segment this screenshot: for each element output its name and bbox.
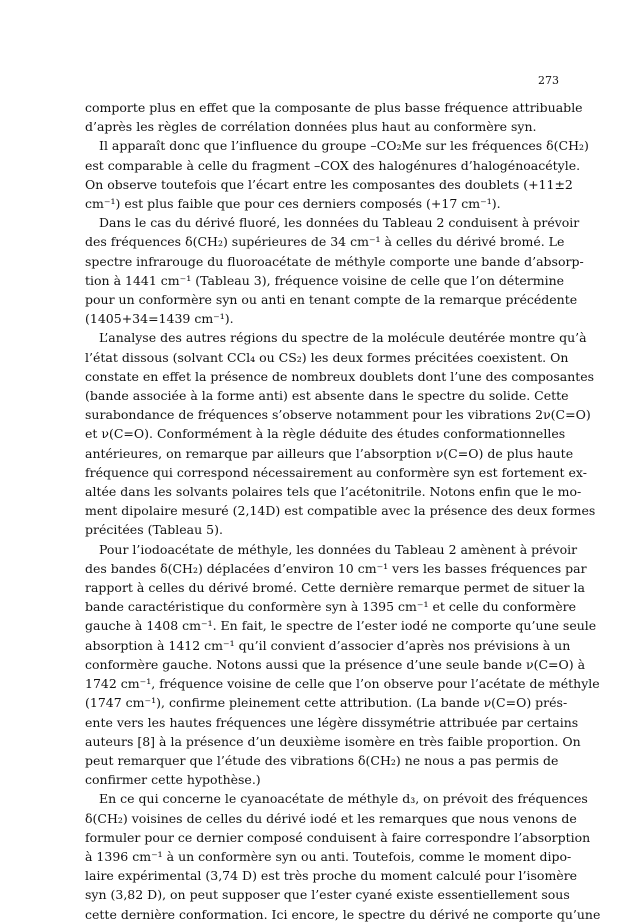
text-line: constate en effet la présence de nombreux doublets dont l’une des composantes (85, 368, 595, 384)
text-line: spectre infrarouge du fluoroacétate de méthyle comporte une bande d’absorp- (85, 253, 584, 269)
text-line: pour un conformère syn ou anti en tenant compte de la remarque précédente (85, 292, 578, 308)
text-line: cette dernière conformation. Ici encore, le spectre du dérivé ne comporte qu’une (85, 906, 601, 922)
text-line: l’état dissous (solvant CCl₄ ou CS₂) les deux formes précitées coexistent. On (85, 349, 569, 365)
text-line: δ(CH₂) voisines de celles du dérivé iodé et les remarques que nous venons de (85, 810, 577, 826)
text-line: conformère gauche. Notons aussi que la présence d’une seule bande ν(C=O) à (85, 656, 586, 672)
text-line: des fréquences δ(CH₂) supérieures de 34 cm⁻¹ à celles du dérivé bromé. Le (85, 234, 565, 250)
text-line: Il apparaît donc que l’influence du groupe –CO₂Me sur les fréquences δ(CH₂) (99, 138, 589, 154)
paragraph (85, 136, 589, 213)
text-line: ment dipolaire mesuré (2,14D) est compatible avec la présence des deux formes (85, 503, 596, 519)
paragraph (85, 328, 596, 539)
text-line: tion à 1441 cm⁻¹ (Tableau 3), fréquence voisine de celle que l’on détermine (85, 272, 565, 288)
text-line: Dans le cas du dérivé fluoré, les données du Tableau 2 conduisent à prévoir (99, 215, 580, 231)
text-line: En ce qui concerne le cyanoacétate de méthyle d₃, on prévoit des fréquences (99, 791, 588, 807)
paragraph (85, 213, 584, 328)
text-line: d’après les règles de corrélation données plus haut au conformère syn. (85, 119, 537, 135)
page-number: 273 (538, 74, 559, 87)
text-line: altée dans les solvants polaires tels que l’acétonitrile. Notons enfin que le mo- (85, 484, 582, 500)
paragraph (85, 540, 600, 790)
text-line: absorption à 1412 cm⁻¹ qu’il convient d’associer d’après nos prévisions à un (85, 637, 571, 653)
text-line: laire expérimental (3,74 D) est très proche du moment calculé pour l’isomère (85, 868, 578, 884)
text-line: 1742 cm⁻¹, fréquence voisine de celle que l’on observe pour l’acétate de méthyle (85, 676, 600, 692)
text-line: Pour l’iodoacétate de méthyle, les données du Tableau 2 amènent à prévoir (99, 541, 578, 557)
text-line: peut remarquer que l’étude des vibrations δ(CH₂) ne nous a pas permis de (85, 752, 559, 768)
text-line: bande caractéristique du conformère syn à 1395 cm⁻¹ et celle du conformère (85, 599, 576, 615)
text-line: formuler pour ce dernier composé conduisent à faire correspondre l’absorption (85, 829, 591, 845)
text-line: rapport à celles du dérivé bromé. Cette dernière remarque permet de situer la (85, 580, 585, 596)
text-line: précitées (Tableau 5). (85, 522, 223, 538)
text-line: syn (3,82 D), on peut supposer que l’ester cyané existe essentiellement sous (85, 887, 570, 903)
text-line: antérieures, on remarque par ailleurs que l’absorption ν(C=O) de plus haute (85, 445, 574, 461)
text-line: ente vers les hautes fréquences une légère dissymétrie attribuée par certains (85, 714, 579, 730)
body-text (85, 98, 601, 924)
paragraph (85, 789, 601, 923)
text-line: auteurs [8] à la présence d’un deuxième isomère en très faible proportion. On (85, 733, 581, 749)
text-line: confirmer cette hypothèse.) (85, 772, 261, 788)
text-line: fréquence qui correspond nécessairement au conformère syn est fortement ex- (85, 464, 587, 480)
text-line: à 1396 cm⁻¹ à un conformère syn ou anti. Toutefois, comme le moment dipo- (85, 848, 572, 864)
text-line: L’analyse des autres régions du spectre de la molécule deutérée montre qu’à (99, 330, 587, 346)
text-line: (1747 cm⁻¹), confirme pleinement cette attribution. (La bande ν(C=O) prés- (85, 695, 568, 711)
text-line: des bandes δ(CH₂) déplacées d’environ 10 cm⁻¹ vers les basses fréquences par (85, 560, 587, 576)
text-line: gauche à 1408 cm⁻¹. En fait, le spectre de l’ester iodé ne comporte qu’une seule (85, 618, 597, 634)
text-line: comporte plus en effet que la composante de plus basse fréquence attribuable (85, 100, 583, 115)
text-line: est comparable à celle du fragment –COX des halogénures d’halogénoacétyle. (85, 157, 581, 173)
text-line: (1405+34=1439 cm⁻¹). (85, 311, 234, 327)
text-line: On observe toutefois que l’écart entre les composantes des doublets (+11±2 (85, 176, 573, 192)
text-line: et ν(C=O). Conformément à la règle déduite des études conformationnelles (85, 426, 566, 442)
text-line: surabondance de fréquences s’observe notamment pour les vibrations 2ν(C=O) (85, 407, 591, 423)
text-line: cm⁻¹) est plus faible que pour ces derniers composés (+17 cm⁻¹). (85, 196, 501, 212)
paragraph (85, 98, 583, 136)
text-line: (bande associée à la forme anti) est absente dans le spectre du solide. Cette (85, 388, 569, 404)
